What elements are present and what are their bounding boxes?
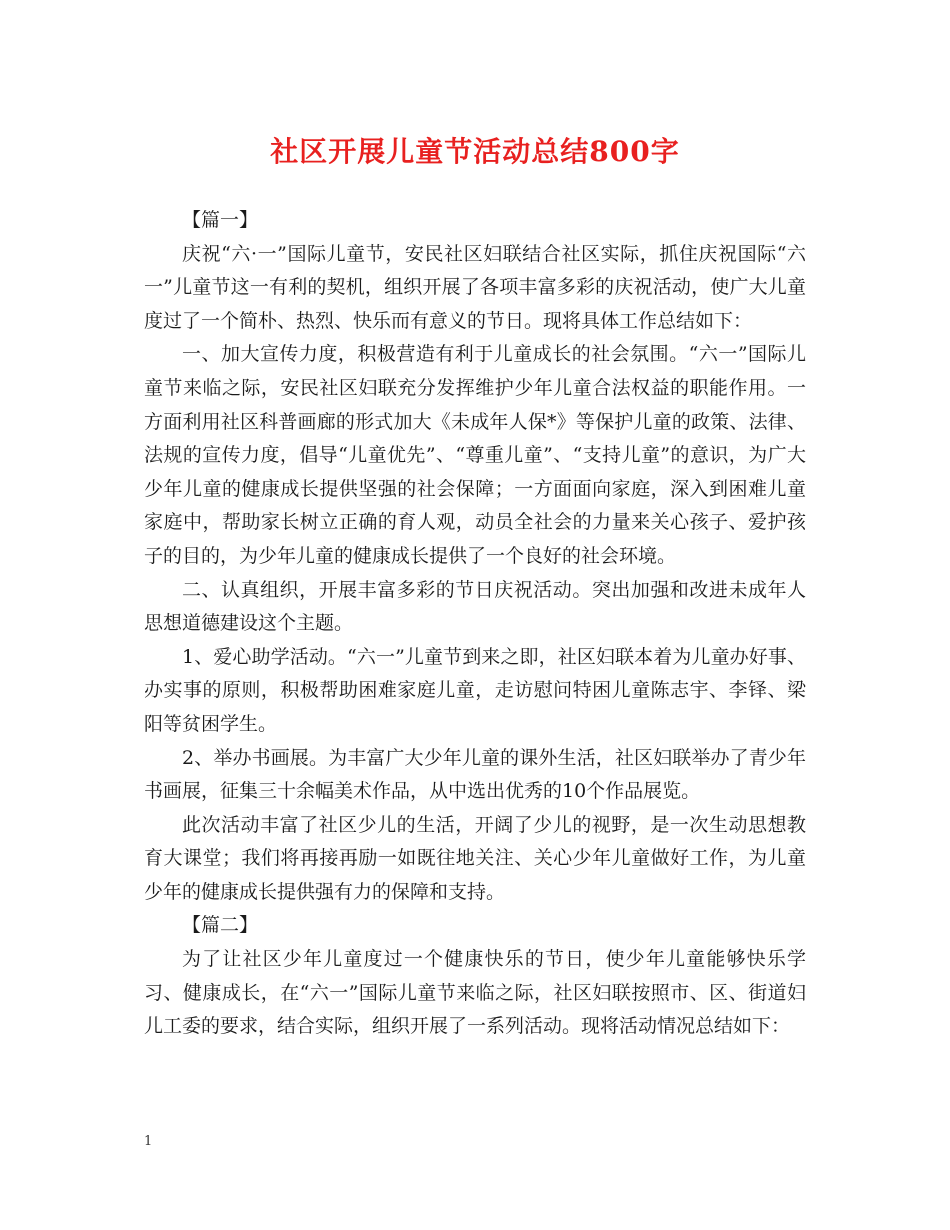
document-body bbox=[144, 204, 806, 1044]
paragraph-conclusion: 此次活动丰富了社区少儿的生活，开阔了少儿的视野，是一次生动思想教育大课堂；我们将再接再励一如既往地关注、关心少年儿童做好工作，为儿童少年的健康成长提供强有力的保障和支持。 bbox=[144, 813, 806, 903]
paragraph-activities: 二、认真组织，开展丰富多彩的节日庆祝活动。突出加强和改进未成年人思想道德建设这个主题。 bbox=[144, 578, 806, 635]
paragraph-charity: 1、爱心助学活动。“六一”儿童节到来之即，社区妇联本着为儿童办好事、办实事的原则，积极帮助困难家庭儿童，走访慰问特困儿童陈志宇、李铎、梁阳等贫困学生。 bbox=[144, 645, 806, 735]
section-heading-2: 【篇二】 bbox=[182, 914, 259, 937]
paragraph-second-intro: 为了让社区少年儿童度过一个健康快乐的节日，使少年儿童能够快乐学习、健康成长，在“六一”国际儿童节来临之际，社区妇联按照市、区、街道妇儿工委的要求，结合实际，组织开展了一系列活动。现将活动情况总结如下： bbox=[144, 948, 806, 1038]
paragraph-exhibition: 2、举办书画展。为丰富广大少年儿童的课外生活，社区妇联举办了青少年书画展，征集三十余幅美术作品，从中选出优秀的10个作品展览。 bbox=[144, 746, 806, 803]
section-heading-1: 【篇一】 bbox=[182, 209, 259, 231]
page-number: 1 bbox=[144, 1134, 153, 1149]
paragraph-intro: 庆祝“六·一”国际儿童节，安民社区妇联结合社区实际，抓住庆祝国际“六一”儿童节这一有利的契机，组织开展了各项丰富多彩的庆祝活动，使广大儿童度过了一个简朴、热烈、快乐而有意义的节日。现将具体工作总结如下： bbox=[144, 242, 806, 332]
paragraph-publicity: 一、加大宣传力度，积极营造有利于儿童成长的社会氛围。“六一”国际儿童节来临之际，安民社区妇联充分发挥维护少年儿童合法权益的职能作用。一方面利用社区科普画廊的形式加大《未成年人保*》等保护儿童的政策、法律、法规的宣传力度，倡导“儿童优先”、“尊重儿童”、“支持儿童”的意识，为广大少年儿童的健康成长提供坚强的社会保障；一方面面向家庭，深入到困难儿童家庭中，帮助家长树立正确的育人观，动员全社会的力量来关心孩子、爱护孩子的目的，为少年儿童的健康成长提供了一个良好的社会环境。 bbox=[144, 343, 806, 567]
document-title: 社区开展儿童节活动总结800字 bbox=[270, 135, 680, 168]
